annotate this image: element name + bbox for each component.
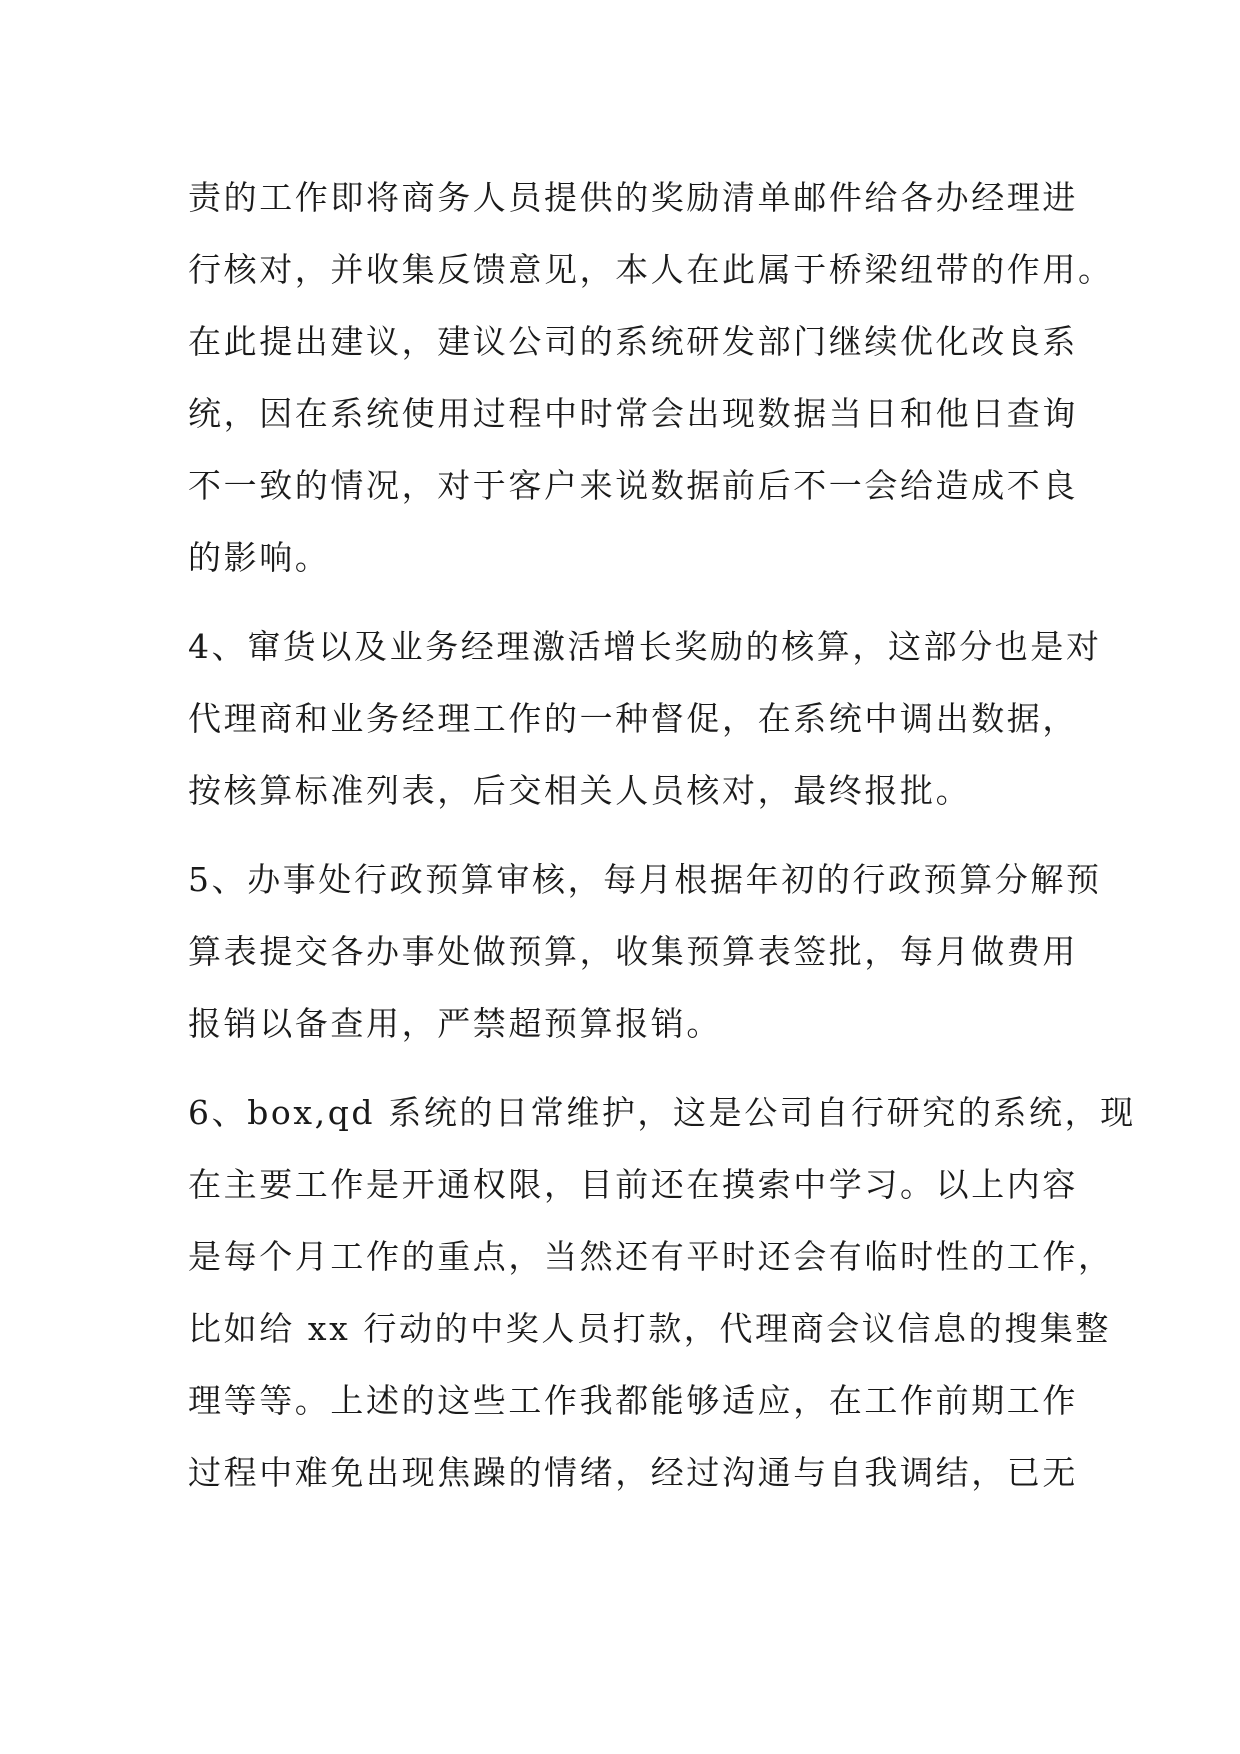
text-line: 6、box,qd 系统的日常维护，这是公司自行研究的系统，现 (188, 1093, 1136, 1132)
text-line: 行核对，并收集反馈意见，本人在此属于桥梁纽带的作用。 (188, 250, 1114, 289)
text-line: 在主要工作是开通权限，目前还在摸索中学习。以上内容 (188, 1165, 1078, 1204)
text-line: 算表提交各办事处做预算，收集预算表签批，每月做费用 (188, 932, 1078, 971)
text-line: 比如给 xx 行动的中奖人员打款，代理商会议信息的搜集整 (188, 1309, 1112, 1348)
text-line: 代理商和业务经理工作的一种督促，在系统中调出数据， (188, 699, 1078, 738)
text-line: 的影响。 (188, 538, 331, 577)
text-line: 统，因在系统使用过程中时常会出现数据当日和他日查询 (188, 394, 1078, 433)
text-line: 责的工作即将商务人员提供的奖励清单邮件给各办经理进 (188, 178, 1078, 217)
text-line: 4、窜货以及业务经理激活增长奖励的核算，这部分也是对 (188, 627, 1102, 666)
text-line: 过程中难免出现焦躁的情绪，经过沟通与自我调结，已无 (188, 1453, 1078, 1492)
text-line: 不一致的情况，对于客户来说数据前后不一会给造成不良 (188, 466, 1078, 505)
text-line: 按核算标准列表，后交相关人员核对，最终报批。 (188, 771, 972, 810)
text-line: 理等等。上述的这些工作我都能够适应，在工作前期工作 (188, 1381, 1078, 1420)
text-line: 报销以备查用，严禁超预算报销。 (188, 1004, 722, 1043)
text-line: 在此提出建议，建议公司的系统研发部门继续优化改良系 (188, 322, 1078, 361)
text-line: 5、办事处行政预算审核，每月根据年初的行政预算分解预 (188, 860, 1102, 899)
text-line: 是每个月工作的重点，当然还有平时还会有临时性的工作， (188, 1237, 1114, 1276)
